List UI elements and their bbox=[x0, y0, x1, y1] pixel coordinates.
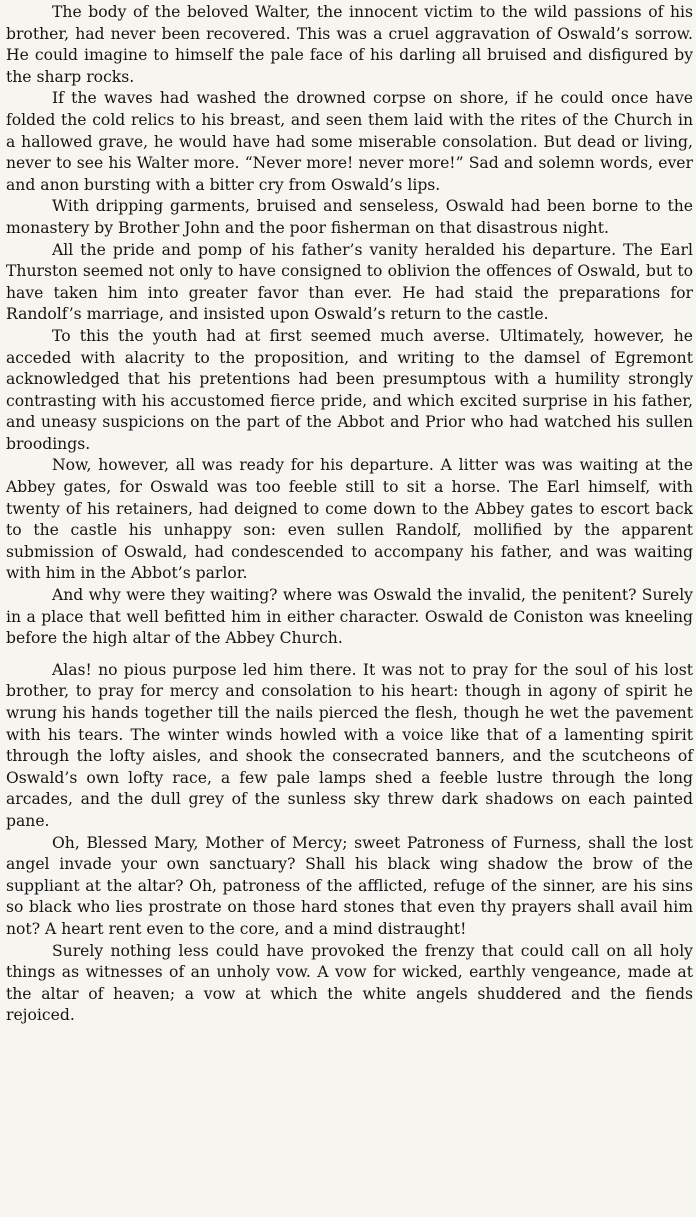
paragraph-youth-averse: To this the youth had at first seemed much averse. Ultimately, however, he acceded with alacrity to the proposition, and writing to the damsel of Egremont acknowledged that his pretentions had been presumptous with a humility strongly contrasting with his accustomed fierce pride, and which excited surprise in his father, and uneasy suspicions on the part of the Abbot and Prior who had watched his sullen broodings. bbox=[6, 326, 693, 453]
paragraph-why-waiting: And why were they waiting? where was Oswald the invalid, the penitent? Surely in a place that well befitted him in either character. Oswald de Coniston was kneeling before the high altar of the Abbey Church. bbox=[6, 586, 693, 648]
paragraph-departure-ready: Now, however, all was ready for his departure. A litter was was waiting at the Abbey gates, for Oswald was too feeble still to sit a horse. The Earl himself, with twenty of his retainers, had deigned to come down to the Abbey gates to escort back to the castle his unhappy son: even sullen Randolf, mollified by the apparent submission of Oswald, had condescended to accompany his father, and was waiting with him in the Abbot’s parlor. bbox=[6, 456, 693, 583]
paragraph-dripping-garments: With dripping garments, bruised and senseless, Oswald had been borne to the monastery by Brother John and the poor fisherman on that disastrous night. bbox=[6, 197, 693, 237]
paragraph-unholy-vow: Surely nothing less could have provoked the frenzy that could call on all holy things as witnesses of an unholy vow. A vow for wicked, earthly vengeance, made at the altar of heaven; a vow at which the white angels shuddered and the fiends rejoiced. bbox=[6, 941, 693, 1025]
paragraph-pride-and-pomp: All the pride and pomp of his father’s vanity heralded his departure. The Earl Thurston seemed not only to have consigned to oblivion the offences of Oswald, but to have taken him into greater favor than ever. He had staid the preparations for Randolf’s marriage, and insisted upon Oswald’s return to the castle. bbox=[6, 240, 693, 324]
paragraph-blessed-mary: Oh, Blessed Mary, Mother of Mercy; sweet Patroness of Furness, shall the lost angel invade your own sanctuary? Shall his black wing shadow the brow of the suppliant at the altar? Oh, patroness of the afflicted, refuge of the sinner, are his sins so black who lies prostrate on those hard stones that even thy prayers shall avail him not? A heart rent even to the core, and a mind distraught! bbox=[6, 833, 693, 938]
paragraph-no-pious-purpose: Alas! no pious purpose led him there. It was not to pray for the soul of his lost brother, to pray for mercy and consolation to his heart: though in agony of spirit he wrung his hands together till the nails pierced the flesh, though he wet the pavement with his tears. The winter winds howled with a voice like that of a lamenting spirit through the lofty aisles, and shook the consecrated banners, and the scutcheons of Oswald’s own lofty race, a few pale lamps shed a feeble lustre through the long arcades, and the dull grey of the sunless sky threw dark shadows on each painted pane. bbox=[6, 660, 693, 830]
paragraph-drowned-corpse: If the waves had washed the drowned corpse on shore, if he could once have folded the cold relics to his breast, and seen them laid with the rites of the Church in a hallowed grave, he would have had some miserable consolation. But dead or living, never to see his Walter more. “Never more! never more!” Sad and solemn words, ever and anon bursting with a bitter cry from Oswald’s lips. bbox=[6, 89, 693, 194]
paragraph-walter-body: The body of the beloved Walter, the innocent victim to the wild passions of his brother, had never been recovered. This was a cruel aggravation of Oswald’s sorrow. He could imagine to himself the pale face of his darling all bruised and disfigured by the sharp rocks. bbox=[6, 3, 693, 86]
